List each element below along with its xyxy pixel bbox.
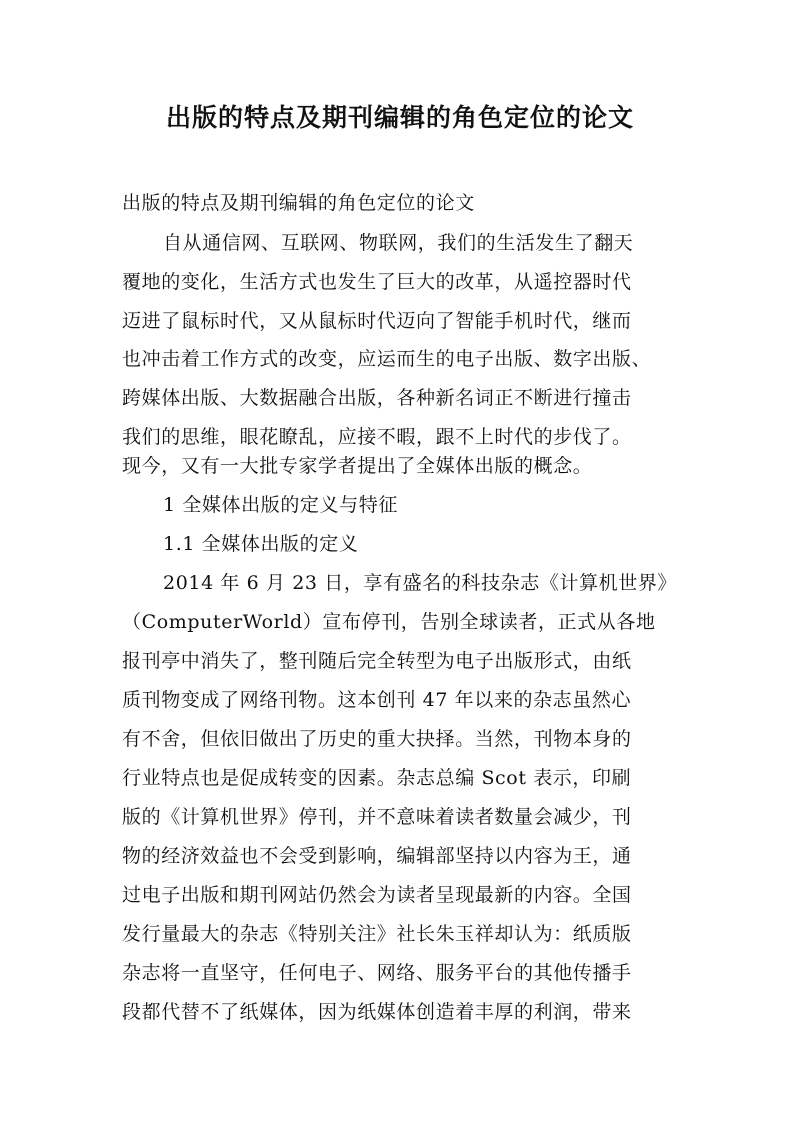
paragraph-line: （ComputerWorld）宣布停刊，告别全球读者，正式从各地 [122, 611, 656, 633]
subtitle-line: 出版的特点及期刊编辑的角色定位的论文 [122, 192, 475, 214]
paragraph-line: 过电子出版和期刊网站仍然会为读者呈现最新的内容。全国 [122, 884, 632, 906]
paragraph-line: 覆地的变化，生活方式也发生了巨大的改革，从遥控器时代 [122, 271, 632, 293]
paragraph-line: 段都代替不了纸媒体，因为纸媒体创造着丰厚的利润，带来 [122, 1001, 632, 1023]
paragraph-line: 现今，又有一大批专家学者提出了全媒体出版的概念。 [122, 455, 593, 477]
paragraph-line: 质刊物变成了网络刊物。这本创刊 47 年以来的杂志虽然心 [122, 689, 632, 711]
paragraph-line: 也冲击着工作方式的改变，应运而生的电子出版、数字出版、 [122, 348, 652, 370]
paragraph-line: 行业特点也是促成转变的因素。杂志总编 Scot 表示，印刷 [122, 767, 632, 789]
paragraph-line: 跨媒体出版、大数据融合出版，各种新名词正不断进行撞击 [122, 387, 632, 409]
paragraph-line: 杂志将一直坚守，任何电子、网络、服务平台的其他传播手 [122, 962, 632, 984]
paragraph-line: 2014 年 6 月 23 日，享有盛名的科技杂志《计算机世界》 [163, 572, 678, 594]
paragraph-line: 有不舍，但依旧做出了历史的重大抉择。当然，刊物本身的 [122, 728, 632, 750]
paragraph-line: 迈进了鼠标时代，又从鼠标时代迈向了智能手机时代，继而 [122, 310, 632, 332]
paragraph-line: 报刊亭中消失了，整刊随后完全转型为电子出版形式，由纸 [122, 650, 632, 672]
paragraph-line: 我们的思维，眼花瞭乱，应接不暇，跟不上时代的步伐了。 [122, 426, 632, 448]
paragraph-line: 发行量最大的杂志《特别关注》社长朱玉祥却认为：纸质版 [122, 923, 632, 945]
section-heading: 1 全媒体出版的定义与特征 [163, 494, 398, 516]
paragraph-line: 版的《计算机世界》停刊，并不意味着读者数量会减少，刊 [122, 806, 632, 828]
document-title: 出版的特点及期刊编辑的角色定位的论文 [165, 103, 634, 132]
paragraph-line: 自从通信网、互联网、物联网，我们的生活发生了翻天 [163, 232, 634, 254]
subsection-heading: 1.1 全媒体出版的定义 [163, 533, 359, 555]
paragraph-line: 物的经济效益也不会受到影响，编辑部坚持以内容为王，通 [122, 845, 632, 867]
